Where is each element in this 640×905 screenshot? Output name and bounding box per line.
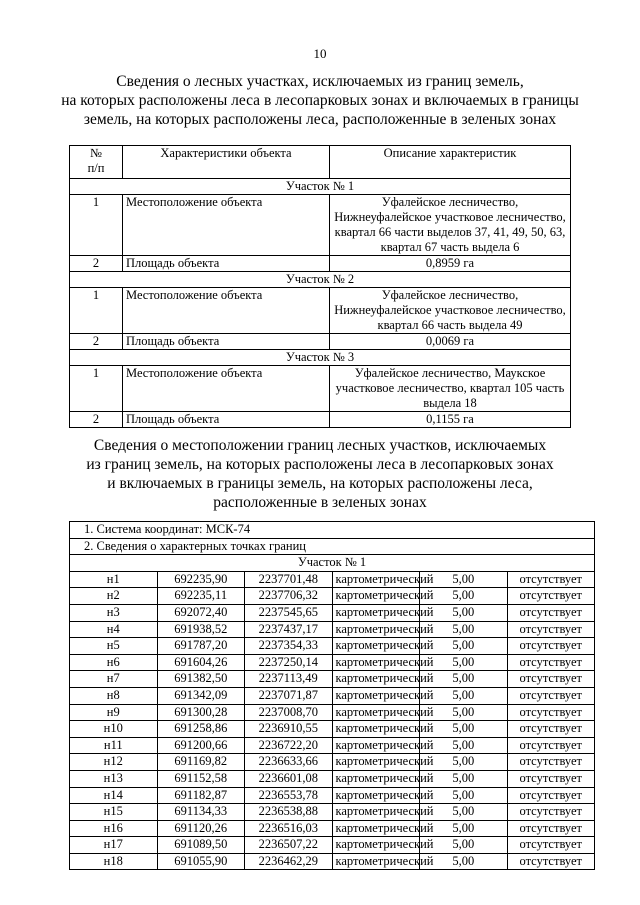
method: картометрический bbox=[332, 737, 420, 754]
description: отсутствует bbox=[507, 853, 595, 870]
table-header-row bbox=[70, 146, 571, 179]
coord-x: 691938,52 bbox=[157, 621, 245, 638]
row-number: 1 bbox=[70, 288, 123, 334]
point-id: н16 bbox=[70, 820, 158, 837]
point-id: н3 bbox=[70, 604, 158, 621]
point-id: н13 bbox=[70, 770, 158, 787]
accuracy: 5,00 bbox=[420, 654, 508, 671]
header-description: Описание характеристик bbox=[330, 146, 571, 179]
coord-y: 2237113,49 bbox=[245, 671, 333, 688]
coord-y: 2236462,29 bbox=[245, 853, 333, 870]
section-row bbox=[70, 555, 595, 572]
coord-y: 2236553,78 bbox=[245, 787, 333, 804]
coord-x: 691342,09 bbox=[157, 687, 245, 704]
row-number: 2 bbox=[70, 334, 123, 350]
title-line: и включаемых в границы земель, на которых расположены леса, bbox=[107, 475, 533, 492]
coord-x: 691787,20 bbox=[157, 638, 245, 655]
method: картометрический bbox=[332, 770, 420, 787]
accuracy: 5,00 bbox=[420, 621, 508, 638]
coord-y: 2236722,20 bbox=[245, 737, 333, 754]
point-id: н6 bbox=[70, 654, 158, 671]
title-line: на которых расположены леса в лесопарковых зонах и включаемых в границы bbox=[61, 92, 579, 109]
accuracy: 5,00 bbox=[420, 853, 508, 870]
coord-x: 691055,90 bbox=[157, 853, 245, 870]
accuracy: 5,00 bbox=[420, 704, 508, 721]
header-characteristic: Характеристики объекта bbox=[123, 146, 330, 179]
coord-y: 2237545,65 bbox=[245, 604, 333, 621]
description: отсутствует bbox=[507, 770, 595, 787]
header-number: № п/п bbox=[70, 146, 123, 179]
method: картометрический bbox=[332, 837, 420, 854]
description: отсутствует bbox=[507, 638, 595, 655]
description: отсутствует bbox=[507, 820, 595, 837]
point-id: н14 bbox=[70, 787, 158, 804]
section-row bbox=[70, 179, 571, 195]
points-info-row bbox=[70, 538, 595, 555]
coord-y: 2236633,66 bbox=[245, 754, 333, 771]
coord-y: 2237250,14 bbox=[245, 654, 333, 671]
title-line: расположенные в зеленых зонах bbox=[213, 494, 427, 511]
description: отсутствует bbox=[507, 721, 595, 738]
coord-y: 2236516,03 bbox=[245, 820, 333, 837]
accuracy: 5,00 bbox=[420, 820, 508, 837]
description: отсутствует bbox=[507, 804, 595, 821]
section-title: Участок № 3 bbox=[70, 350, 571, 366]
point-id: н4 bbox=[70, 621, 158, 638]
point-id: н12 bbox=[70, 754, 158, 771]
table-row bbox=[70, 256, 571, 272]
accuracy: 5,00 bbox=[420, 588, 508, 605]
row-description: Уфалейское лесничество, Маукское участковое лесничество, квартал 105 часть выдела 18 bbox=[330, 366, 571, 412]
table-row bbox=[70, 671, 595, 688]
points-info: 2. Сведения о характерных точках границ bbox=[70, 538, 595, 555]
table-row bbox=[70, 754, 595, 771]
coord-x: 691182,87 bbox=[157, 787, 245, 804]
accuracy: 5,00 bbox=[420, 721, 508, 738]
method: картометрический bbox=[332, 721, 420, 738]
row-characteristic: Местоположение объекта bbox=[123, 195, 330, 256]
accuracy: 5,00 bbox=[420, 604, 508, 621]
coord-x: 691300,28 bbox=[157, 704, 245, 721]
coord-x: 691120,26 bbox=[157, 820, 245, 837]
boundary-title bbox=[0, 436, 640, 512]
row-characteristic: Местоположение объекта bbox=[123, 366, 330, 412]
row-description: Уфалейское лесничество, Нижнеуфалейское участковое лесничество, квартал 66 часть выдела 49 bbox=[330, 288, 571, 334]
coord-x: 691604,26 bbox=[157, 654, 245, 671]
title-line: Сведения о лесных участках, исключаемых из границ земель, bbox=[116, 73, 524, 90]
table-row bbox=[70, 820, 595, 837]
description: отсутствует bbox=[507, 588, 595, 605]
coord-x: 692235,90 bbox=[157, 571, 245, 588]
coord-y: 2237701,48 bbox=[245, 571, 333, 588]
table-row bbox=[70, 804, 595, 821]
point-id: н9 bbox=[70, 704, 158, 721]
table-row bbox=[70, 721, 595, 738]
point-id: н17 bbox=[70, 837, 158, 854]
table-row bbox=[70, 654, 595, 671]
method: картометрический bbox=[332, 671, 420, 688]
method: картометрический bbox=[332, 787, 420, 804]
coord-x: 691169,82 bbox=[157, 754, 245, 771]
row-characteristic: Площадь объекта bbox=[123, 412, 330, 428]
section-row bbox=[70, 272, 571, 288]
table-row bbox=[70, 770, 595, 787]
forest-plots-table bbox=[69, 145, 571, 428]
coord-x: 692072,40 bbox=[157, 604, 245, 621]
row-number: 2 bbox=[70, 256, 123, 272]
accuracy: 5,00 bbox=[420, 687, 508, 704]
table-row bbox=[70, 837, 595, 854]
boundary-points-table bbox=[69, 521, 595, 870]
row-characteristic: Площадь объекта bbox=[123, 334, 330, 350]
coord-x: 691134,33 bbox=[157, 804, 245, 821]
row-description: 0,1155 га bbox=[330, 412, 571, 428]
row-number: 1 bbox=[70, 366, 123, 412]
table-row bbox=[70, 737, 595, 754]
coord-x: 691382,50 bbox=[157, 671, 245, 688]
accuracy: 5,00 bbox=[420, 571, 508, 588]
table-row bbox=[70, 853, 595, 870]
coord-y: 2236910,55 bbox=[245, 721, 333, 738]
coord-x: 691089,50 bbox=[157, 837, 245, 854]
section-title: Участок № 1 bbox=[70, 179, 571, 195]
method: картометрический bbox=[332, 638, 420, 655]
description: отсутствует bbox=[507, 704, 595, 721]
row-number: 1 bbox=[70, 195, 123, 256]
description: отсутствует bbox=[507, 737, 595, 754]
table-row bbox=[70, 412, 571, 428]
description: отсутствует bbox=[507, 837, 595, 854]
description: отсутствует bbox=[507, 787, 595, 804]
table-row bbox=[70, 334, 571, 350]
title-line: из границ земель, на которых расположены леса в лесопарковых зонах bbox=[86, 456, 554, 473]
accuracy: 5,00 bbox=[420, 671, 508, 688]
coord-y: 2236601,08 bbox=[245, 770, 333, 787]
accuracy: 5,00 bbox=[420, 754, 508, 771]
method: картометрический bbox=[332, 604, 420, 621]
table-row bbox=[70, 638, 595, 655]
row-description: 0,0069 га bbox=[330, 334, 571, 350]
point-id: н11 bbox=[70, 737, 158, 754]
method: картометрический bbox=[332, 654, 420, 671]
method: картометрический bbox=[332, 754, 420, 771]
description: отсутствует bbox=[507, 604, 595, 621]
coord-x: 692235,11 bbox=[157, 588, 245, 605]
method: картометрический bbox=[332, 571, 420, 588]
point-id: н18 bbox=[70, 853, 158, 870]
title-line: Сведения о местоположении границ лесных участков, исключаемых bbox=[93, 437, 547, 454]
coord-y: 2237706,32 bbox=[245, 588, 333, 605]
section-title: Участок № 2 bbox=[70, 272, 571, 288]
row-description: 0,8959 га bbox=[330, 256, 571, 272]
method: картометрический bbox=[332, 621, 420, 638]
method: картометрический bbox=[332, 588, 420, 605]
description: отсутствует bbox=[507, 671, 595, 688]
table-row bbox=[70, 288, 571, 334]
table-row bbox=[70, 366, 571, 412]
point-id: н8 bbox=[70, 687, 158, 704]
accuracy: 5,00 bbox=[420, 787, 508, 804]
point-id: н5 bbox=[70, 638, 158, 655]
forest-plots-title bbox=[0, 72, 640, 129]
coord-y: 2236507,22 bbox=[245, 837, 333, 854]
coord-y: 2237008,70 bbox=[245, 704, 333, 721]
coord-y: 2236538,88 bbox=[245, 804, 333, 821]
method: картометрический bbox=[332, 820, 420, 837]
accuracy: 5,00 bbox=[420, 837, 508, 854]
table-row bbox=[70, 588, 595, 605]
accuracy: 5,00 bbox=[420, 638, 508, 655]
method: картометрический bbox=[332, 853, 420, 870]
description: отсутствует bbox=[507, 571, 595, 588]
row-description: Уфалейское лесничество, Нижнеуфалейское участковое лесничество, квартал 66 части выделов 37, 41, 49, 50, 63, квартал 67 часть выдела 6 bbox=[330, 195, 571, 256]
description: отсутствует bbox=[507, 621, 595, 638]
point-id: н15 bbox=[70, 804, 158, 821]
page-number: 10 bbox=[313, 46, 327, 61]
coord-x: 691152,58 bbox=[157, 770, 245, 787]
coord-x: 691258,86 bbox=[157, 721, 245, 738]
coord-y: 2237354,33 bbox=[245, 638, 333, 655]
description: отсутствует bbox=[507, 754, 595, 771]
method: картометрический bbox=[332, 704, 420, 721]
section-row bbox=[70, 350, 571, 366]
accuracy: 5,00 bbox=[420, 737, 508, 754]
accuracy: 5,00 bbox=[420, 770, 508, 787]
row-characteristic: Местоположение объекта bbox=[123, 288, 330, 334]
table-row bbox=[70, 787, 595, 804]
method: картометрический bbox=[332, 687, 420, 704]
coord-y: 2237437,17 bbox=[245, 621, 333, 638]
coordinate-system: 1. Система координат: МСК-74 bbox=[70, 522, 595, 539]
method: картометрический bbox=[332, 804, 420, 821]
description: отсутствует bbox=[507, 654, 595, 671]
table-row bbox=[70, 621, 595, 638]
table-row bbox=[70, 571, 595, 588]
row-characteristic: Площадь объекта bbox=[123, 256, 330, 272]
table-row bbox=[70, 687, 595, 704]
table-row bbox=[70, 704, 595, 721]
point-id: н10 bbox=[70, 721, 158, 738]
section-title: Участок № 1 bbox=[70, 555, 595, 572]
point-id: н7 bbox=[70, 671, 158, 688]
table-row bbox=[70, 195, 571, 256]
title-line: земель, на которых расположены леса, расположенные в зеленых зонах bbox=[83, 111, 557, 128]
accuracy: 5,00 bbox=[420, 804, 508, 821]
description: отсутствует bbox=[507, 687, 595, 704]
row-number: 2 bbox=[70, 412, 123, 428]
point-id: н2 bbox=[70, 588, 158, 605]
coordinate-system-row bbox=[70, 522, 595, 539]
table-row bbox=[70, 604, 595, 621]
coord-y: 2237071,87 bbox=[245, 687, 333, 704]
coord-x: 691200,66 bbox=[157, 737, 245, 754]
point-id: н1 bbox=[70, 571, 158, 588]
